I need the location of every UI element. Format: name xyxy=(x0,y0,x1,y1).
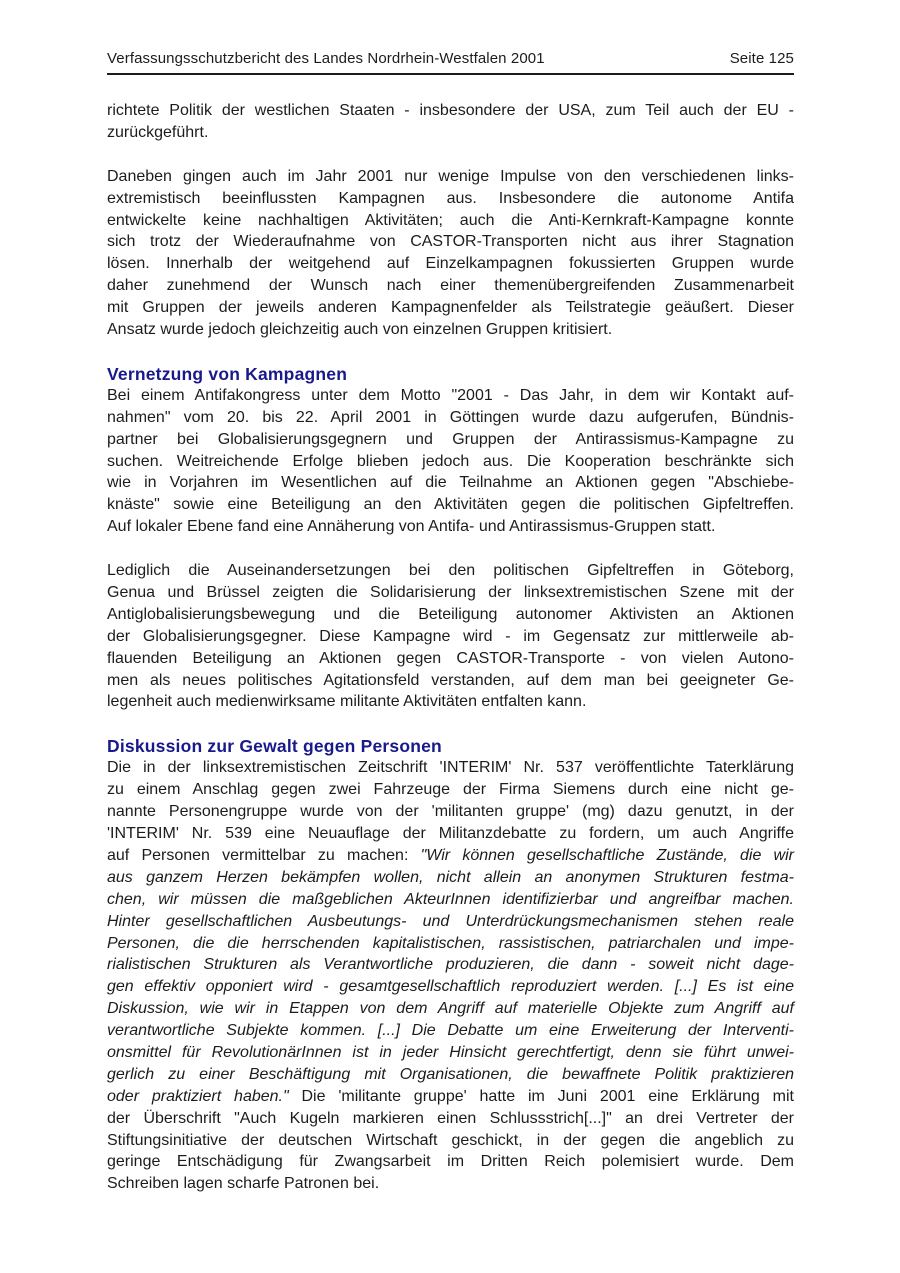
paragraph xyxy=(107,560,794,713)
quoted-text: "Wir können gesellschaftliche Zustände, die wir xyxy=(420,846,794,864)
text-line xyxy=(107,954,794,976)
text-line xyxy=(107,1173,794,1195)
text-line xyxy=(107,429,794,451)
quoted-text: Diskussion, wie wir in Etappen von dem Angriff auf materielle Objekte zum Angriff auf xyxy=(107,1000,794,1018)
body-text: legenheit auch medienwirksame militante Aktivitäten entfalten kann. xyxy=(107,693,587,711)
body-text: der Überschrift "Auch Kugeln markieren einen Schlussstrich[...]" an drei Vertreter der xyxy=(107,1109,794,1127)
text-line xyxy=(107,560,794,582)
text-line xyxy=(107,1130,794,1152)
text-line xyxy=(107,582,794,604)
quoted-text: gerlich zu einer Beschäftigung mit Organisationen, die bewaffnete Politik praktizieren xyxy=(107,1065,794,1083)
body-text: Schreiben lagen scharfe Patronen bei. xyxy=(107,1175,380,1193)
body-text: zu einem Anschlag gegen zwei Fahrzeuge der Firma Siemens durch eine nicht ge- xyxy=(107,781,794,799)
page-header xyxy=(107,50,794,75)
text-line xyxy=(107,407,794,429)
text-line xyxy=(107,823,794,845)
text-line xyxy=(107,275,794,297)
body-text: entwickelte keine nachhaltigen Aktivitäten; auch die Anti-Kernkraft-Kampagne konnte xyxy=(107,211,794,229)
text-line xyxy=(107,779,794,801)
body-text: daher zunehmend der Wunsch nach einer themenübergreifenden Zusammenarbeit xyxy=(107,277,794,295)
text-line xyxy=(107,100,794,122)
body-text: sich trotz der Wiederaufnahme von CASTOR-Transporten nicht aus ihrer Stagnation xyxy=(107,233,794,251)
body-text: Bei einem Antifakongress unter dem Motto "2001 - Das Jahr, in dem wir Kontakt auf- xyxy=(107,386,794,404)
paragraph xyxy=(107,757,794,1195)
text-line xyxy=(107,933,794,955)
body-text: lösen. Innerhalb der weitgehend auf Einzelkampagnen fokussierten Gruppen wurde xyxy=(107,255,794,273)
body-text: nahmen" vom 20. bis 22. April 2001 in Göttingen wurde dazu aufgerufen, Bündnis- xyxy=(107,408,794,426)
text-line xyxy=(107,911,794,933)
text-line xyxy=(107,297,794,319)
quoted-text: gen effektiv opponiert wird - gesamtgesellschaftlich reproduziert werden. [...] Es ist eine xyxy=(107,978,794,996)
body-text: Antiglobalisierungsbewegung und die Beteiligung autonomer Aktivisten an Aktionen xyxy=(107,605,794,623)
body-text: extremistisch beeinflussten Kampagnen aus. Insbesondere die autonome Antifa xyxy=(107,189,794,207)
quoted-text: rialistischen Strukturen als Verantwortliche produzieren, die dann - soweit nicht dage- xyxy=(107,956,794,974)
body-text: flauenden Beteiligung an Aktionen gegen CASTOR-Transporte - von vielen Autono- xyxy=(107,649,794,667)
paragraph xyxy=(107,166,794,341)
text-line xyxy=(107,451,794,473)
quoted-text: verantwortliche Subjekte kommen. [...] Die Debatte um eine Erweiterung der Interventi- xyxy=(107,1022,794,1040)
body-text: Die 'militante gruppe' hatte im Juni 2001 eine Erklärung mit xyxy=(301,1087,794,1105)
text-line xyxy=(107,691,794,713)
text-line xyxy=(107,210,794,232)
body-text: men als neues politisches Agitationsfeld verstanden, auf dem man bei geeigneter Ge- xyxy=(107,671,794,689)
body-text: nannte Personengruppe wurde von der 'militanten gruppe' (mg) dazu genutzt, in der xyxy=(107,803,794,821)
text-line xyxy=(107,166,794,188)
text-line xyxy=(107,976,794,998)
text-line xyxy=(107,670,794,692)
text-line xyxy=(107,1064,794,1086)
text-line xyxy=(107,188,794,210)
body-text: 'INTERIM' Nr. 539 eine Neuauflage der Militanzdebatte zu fordern, um auch Angriffe xyxy=(107,825,794,843)
quoted-text: chen, wir müssen die maßgeblichen AkteurInnen identifizierbar und angreifbar machen. xyxy=(107,890,794,908)
text-line xyxy=(107,253,794,275)
text-line xyxy=(107,889,794,911)
text-line xyxy=(107,1108,794,1130)
quoted-text: aus ganzem Herzen bekämpfen wollen, nicht allein an anonymen Strukturen festma- xyxy=(107,868,794,886)
text-line xyxy=(107,122,794,144)
text-line xyxy=(107,998,794,1020)
text-line xyxy=(107,1086,794,1108)
text-line xyxy=(107,319,794,341)
body-text: knäste" sowie eine Beteiligung an den Aktivitäten gegen die politischen Gipfeltreffen. xyxy=(107,496,794,514)
body-text: Auf lokaler Ebene fand eine Annäherung von Antifa- und Antirassismus-Gruppen statt. xyxy=(107,518,716,536)
text-line xyxy=(107,385,794,407)
header-page-number: Seite 125 xyxy=(729,50,794,67)
body-text: Daneben gingen auch im Jahr 2001 nur wenige Impulse von den verschiedenen links- xyxy=(107,167,794,185)
body-text: Ansatz wurde jedoch gleichzeitig auch von einzelnen Gruppen kritisiert. xyxy=(107,321,613,339)
body-text: Die in der linksextremistischen Zeitschrift 'INTERIM' Nr. 537 veröffentlichte Taterklärung xyxy=(107,759,794,777)
text-line xyxy=(107,801,794,823)
paragraph xyxy=(107,385,794,538)
text-line xyxy=(107,867,794,889)
text-line xyxy=(107,1151,794,1173)
body-text: Stiftungsinitiative der deutschen Wirtschaft geschickt, in der gegen die angeblich zu xyxy=(107,1131,794,1149)
paragraph xyxy=(107,100,794,144)
text-line xyxy=(107,516,794,538)
body-text: mit Gruppen der jeweils anderen Kampagnenfelder als Teilstrategie geäußert. Dieser xyxy=(107,299,794,317)
text-line xyxy=(107,845,794,867)
quoted-text: onsmittel für RevolutionärInnen ist in jeder Hinsicht gerechtfertigt, denn sie führt unwei- xyxy=(107,1043,794,1061)
text-line xyxy=(107,231,794,253)
body-text: partner bei Globalisierungsgegnern und Gruppen der Antirassismus-Kampagne zu xyxy=(107,430,794,448)
header-report-title: Verfassungsschutzbericht des Landes Nordrhein-Westfalen 2001 xyxy=(107,50,545,67)
quoted-text: Hinter gesellschaftlichen Ausbeutungs- und Unterdrückungsmechanismen stehen reale xyxy=(107,912,794,930)
text-line xyxy=(107,648,794,670)
body-text: Lediglich die Auseinandersetzungen bei den politischen Gipfeltreffen in Göteborg, xyxy=(107,562,794,580)
body-text: Genua und Brüssel zeigten die Solidarisierung der linksextremistischen Szene mit der xyxy=(107,584,794,602)
body-text: der Globalisierungsgegner. Diese Kampagne wird - im Gegensatz zur mittlerweile ab- xyxy=(107,627,794,645)
text-line xyxy=(107,1042,794,1064)
body-text: auf Personen vermittelbar zu machen: xyxy=(107,846,421,864)
body-text: richtete Politik der westlichen Staaten - insbesondere der USA, zum Teil auch der EU - xyxy=(107,102,794,119)
text-line xyxy=(107,626,794,648)
body-text: wie in Vorjahren im Wesentlichen auf die Teilnahme an Aktionen gegen "Abschiebe- xyxy=(107,474,794,492)
quoted-text: oder praktiziert haben." xyxy=(107,1087,302,1105)
text-line xyxy=(107,1020,794,1042)
text-line xyxy=(107,604,794,626)
section-heading: Diskussion zur Gewalt gegen Personen xyxy=(107,736,442,757)
page-content xyxy=(107,100,794,1195)
body-text: geringe Entschädigung für Zwangsarbeit im Dritten Reich polemisiert wurde. Dem xyxy=(107,1153,794,1171)
text-line xyxy=(107,494,794,516)
text-line xyxy=(107,757,794,779)
text-line xyxy=(107,472,794,494)
body-text: zurückgeführt. xyxy=(107,123,209,141)
section-heading: Vernetzung von Kampagnen xyxy=(107,363,348,384)
quoted-text: Personen, die die herrschenden kapitalistischen, rassistischen, patriarchalen und impe- xyxy=(107,934,794,952)
body-text: suchen. Weitreichende Erfolge blieben jedoch aus. Die Kooperation beschränkte sich xyxy=(107,452,794,470)
